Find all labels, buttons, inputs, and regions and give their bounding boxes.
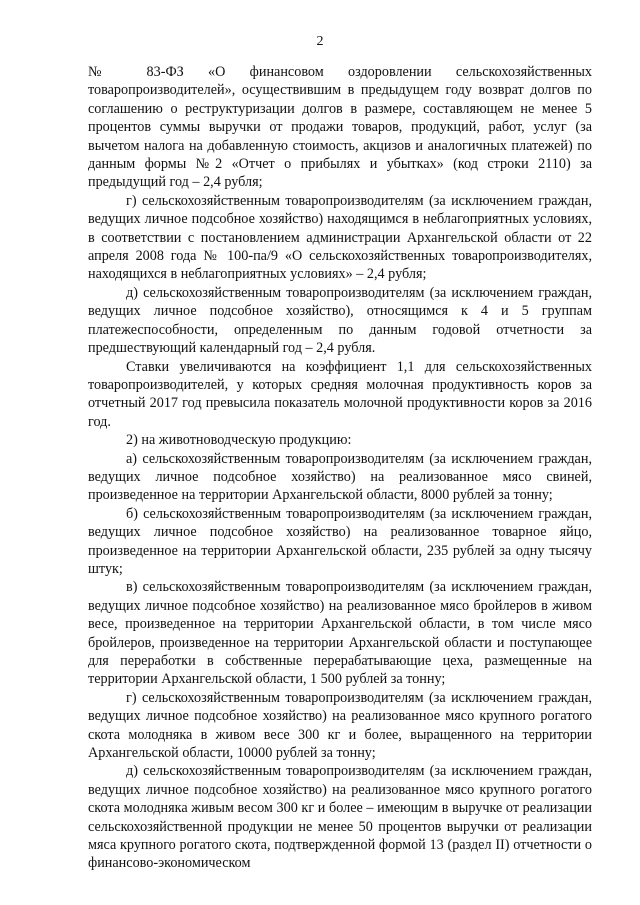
paragraph-item-v-broilers: в) сельскохозяйственным товаропроизводителям (за исключением граждан, ведущих личное подсобное хозяйство) на реализованное мясо бройлеров в живом весе, произведенное на территории Архангельской области, в том числе мясо бройлеров, произведенное на территории Архангельской области и поступающее для переработки в собственные перерабатывающие цеха, размещенные на территории Архангельской области, 1 500 рублей за тонну;	[88, 579, 592, 688]
paragraph-rate-coefficient: Ставки увеличиваются на коэффициент 1,1 для сельскохозяйственных товаропроизводителей, у которых средняя молочная продуктивность коров за отчетный 2017 год превысила показатель молочной продуктивности коров за 2016 год.	[88, 358, 592, 430]
paragraph-continuation: № 83-ФЗ «О финансовом оздоровлении сельскохозяйственных товаропроизводителей», осуществившим в предыдущем году возврат долгов по соглашению о реструктуризации долгов в размере, составляющем не менее 5 процентов суммы выручки от продажи товаров, продукций, работ, услуг (за вычетом налога на добавленную стоимость, акцизов и аналогичных платежей) по данным формы №2 «Отчет о прибылях и убытках» (код строки 2110) за предыдущий год – 2,4 рубля;	[88, 64, 592, 191]
page-number: 2	[316, 34, 324, 49]
paragraph-item-a-pork: а) сельскохозяйственным товаропроизводителям (за исключением граждан, ведущих личное подсобное хозяйство) на реализованное мясо свиней, произведенное на территории Архангельской области, 8000 рублей за тонну;	[88, 450, 592, 504]
paragraph-item-d-solvency-groups: д) сельскохозяйственным товаропроизводителям (за исключением граждан, ведущих личное подсобное хозяйство), относящимся к 4 и 5 группам платежеспособности, определенным по данным годовой отчетности за предшествующий календарный год – 2,4 рубля.	[88, 284, 592, 357]
paragraph-livestock-heading: 2) на животноводческую продукцию:	[126, 432, 352, 449]
paragraph-item-b-eggs: б) сельскохозяйственным товаропроизводителям (за исключением граждан, ведущих личное подсобное хозяйство) на реализованное товарное яйцо, произведенное на территории Архангельской области, 235 рублей за одну тысячу штук;	[88, 505, 592, 577]
paragraph-item-g-unfavorable-conditions: г) сельскохозяйственным товаропроизводителям (за исключением граждан, ведущих личное подсобное хозяйство) находящимся в неблагоприятных условиях, в соответствии с постановлением администрации Архангельской области от 22 апреля 2008 года № 100-па/9 «О сельскохозяйственных товаропроизводителях, находящихся в неблагоприятных условиях» – 2,4 рубля;	[88, 192, 592, 283]
paragraph-item-d-cattle-revenue: д) сельскохозяйственным товаропроизводителям (за исключением граждан, ведущих личное подсобное хозяйство) на реализованное мясо крупного рогатого скота молодняка живым весом 300 кг и более – имеющим в выручке от реализации сельскохозяйственной продукции не менее 50 процентов выручки от реализации мяса крупного рогатого скота, подтвержденной формой 13 (раздел II) отчетности о финансово-экономическом	[88, 763, 592, 872]
paragraph-item-g-cattle: г) сельскохозяйственным товаропроизводителям (за исключением граждан, ведущих личное подсобное хозяйство) на реализованное мясо крупного рогатого скота молодняка в живом весе 300 кг и более, выращенного на территории Архангельской области, 10000 рублей за тонну;	[88, 689, 592, 762]
document-body	[88, 63, 592, 873]
